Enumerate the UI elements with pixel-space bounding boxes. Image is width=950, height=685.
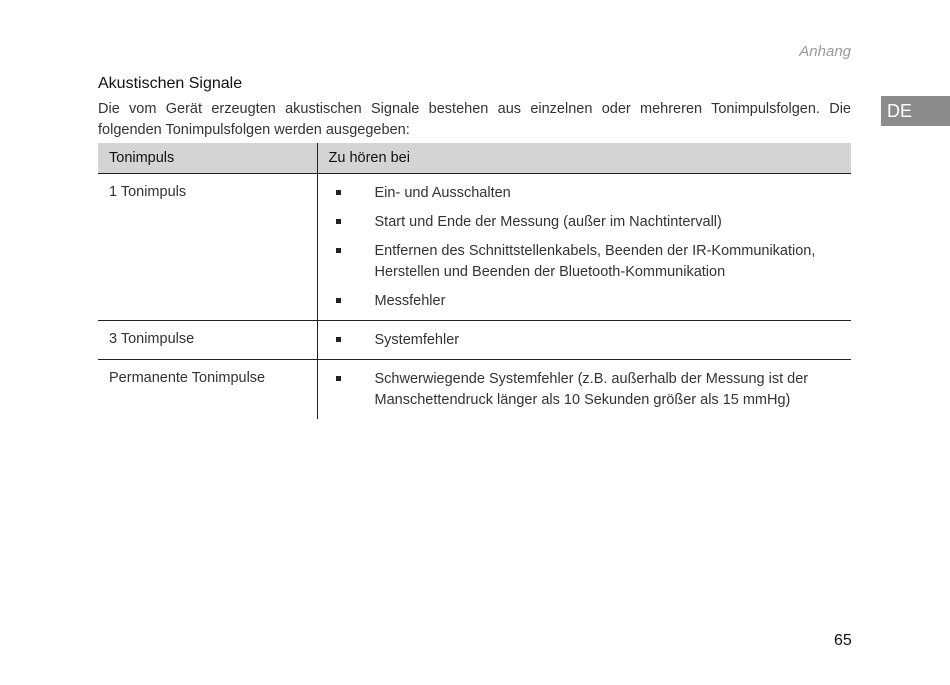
header-zu-hoeren-bei: Zu hören bei — [317, 143, 851, 173]
intro-paragraph: Die vom Gerät erzeugten akustischen Signale bestehen aus einzelnen oder mehreren Tonimpulsfolgen. Die folgenden Tonimpulsfolgen werden ausgegeben: — [98, 101, 851, 138]
list-item — [336, 241, 852, 283]
table-row — [98, 320, 851, 359]
list-item-text: Ein- und Ausschalten — [374, 184, 511, 201]
list-item — [336, 369, 852, 411]
list-item-text: Messfehler — [374, 292, 446, 309]
row-label: Permanente Tonimpulse — [109, 369, 266, 386]
list-item — [336, 212, 852, 233]
section-title: Akustischen Signale — [98, 75, 243, 92]
table-header-row — [98, 143, 851, 173]
list-item — [336, 330, 852, 351]
language-tab: DE — [881, 96, 950, 126]
page-number: 65 — [834, 632, 852, 649]
bullet-icon — [336, 298, 341, 303]
bullet-icon — [336, 190, 341, 195]
bullet-icon — [336, 219, 341, 224]
row-items — [317, 320, 851, 359]
signal-table — [98, 143, 851, 419]
bullet-icon — [336, 376, 341, 381]
row-items — [317, 359, 851, 419]
bullet-icon — [336, 248, 341, 253]
bullet-icon — [336, 337, 341, 342]
row-items — [317, 173, 851, 320]
list-item-text: Start und Ende der Messung (außer im Nachtintervall) — [374, 213, 722, 230]
list-item — [336, 291, 852, 312]
table-row — [98, 173, 851, 320]
list-item-text: Systemfehler — [374, 331, 460, 348]
row-label: 1 Tonimpuls — [98, 173, 317, 320]
section-header: Anhang — [799, 43, 851, 60]
list-item-text: Entfernen des Schnittstellenkabels, Beenden der IR-Kommunikation, Herstellen und Beenden der Bluetooth-Kommunikation — [374, 242, 816, 280]
header-tonimpuls: Tonimpuls — [98, 143, 317, 173]
table-row — [98, 359, 851, 419]
list-item — [336, 183, 852, 204]
row-label: 3 Tonimpulse — [98, 320, 317, 359]
list-item-text: Schwerwiegende Systemfehler (z.B. außerhalb der Messung ist der Manschettendruck länger als 10 Sekunden größer als 15 mmHg) — [374, 370, 809, 408]
